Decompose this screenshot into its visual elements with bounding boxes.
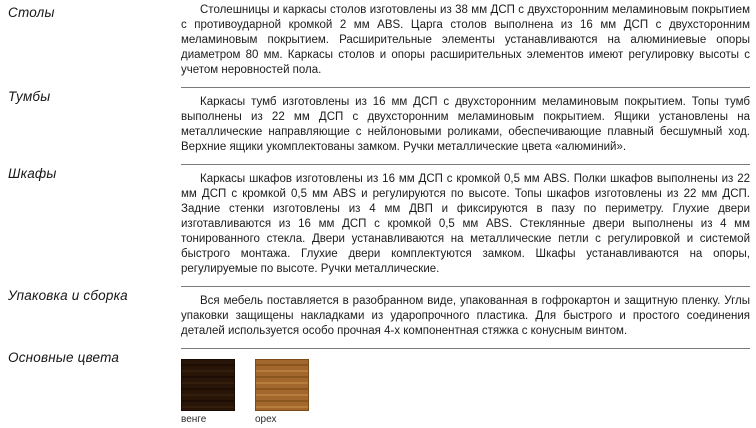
section-divider: [181, 164, 750, 165]
section-pedestals: [0, 87, 756, 164]
section-body-tables: Столешницы и каркасы столов изготовлены из 38 мм ДСП с двухсторонним меламиновым покрытием с противоударной кромкой 2 мм ABS. Царга столов выполнена из 16 мм ДСП с двухсторонним меламиновым покрытием. Расширительные элементы устанавливаются на алюминиевые опоры диаметром 80 мм. Каркасы столов и опоры расширительных элементов имеют регулировку высоты с учетом неровностей пола.: [181, 4, 750, 76]
wenge-color-swatch: [181, 359, 235, 411]
section-heading-cabinets: Шкафы: [8, 166, 57, 181]
color-swatch-item: [255, 359, 309, 426]
section-heading-packaging: Упаковка и сборка: [8, 288, 128, 303]
section-divider: [181, 87, 750, 88]
walnut-color-swatch: [255, 359, 309, 411]
section-body-pedestals: Каркасы тумб изготовлены из 16 мм ДСП с двухсторонним меламиновым покрытием. Топы тумб выполнены из 22 мм ДСП с двухсторонним меламиновым покрытием. Ящики установлены на металлические направляющие с нейлоновыми роликами, обеспечивающие плавный бесшумный ход. Верхние ящики укомплектованы замком. Ручки металлические цвета «алюминий».: [181, 96, 750, 153]
section-body-packaging: Вся мебель поставляется в разобранном виде, упакованная в гофрокартон и защитную пленку. Углы упаковки защищены накладками из ударопрочного пластика. Для быстрого и простого соединения деталей используется особо прочная 4-х компонентная стяжка с конусным винтом.: [181, 295, 750, 337]
section-heading-tables: Столы: [8, 5, 55, 20]
section-heading-pedestals: Тумбы: [8, 89, 51, 104]
section-tables: [0, 3, 756, 87]
walnut-color-label: орех: [255, 414, 277, 425]
color-swatch-item: [181, 359, 235, 426]
section-divider: [181, 348, 750, 349]
section-cabinets: [0, 164, 756, 286]
wenge-color-label: венге: [181, 414, 207, 425]
section-divider: [181, 286, 750, 287]
section-heading-main-colors: Основные цвета: [8, 350, 120, 365]
section-packaging: [0, 286, 756, 348]
section-main-colors: [0, 348, 756, 426]
color-swatch-area: [181, 356, 750, 426]
section-body-cabinets: Каркасы шкафов изготовлены из 16 мм ДСП с кромкой 0,5 мм ABS. Полки шкафов выполнены из 22 мм ДСП с кромкой 0,5 мм ABS и регулируются по высоте. Топы шкафов изготовлены из 22 мм ДСП. Задние стенки изготовлены из 4 мм ДВП и фиксируются в пазу по периметру. Глухие двери изготавливаются из 16 мм ДСП с кромкой 0,5 мм ABS. Стеклянные двери выполнены из 4 мм тонированного стекла. Двери устанавливаются на металлические петли с регулировкой и системой быстрого монтажа. Глухие двери комплектуются замком. Шкафы устанавливаются на опоры, регулируемые по высоте. Ручки металлические.: [181, 173, 750, 275]
